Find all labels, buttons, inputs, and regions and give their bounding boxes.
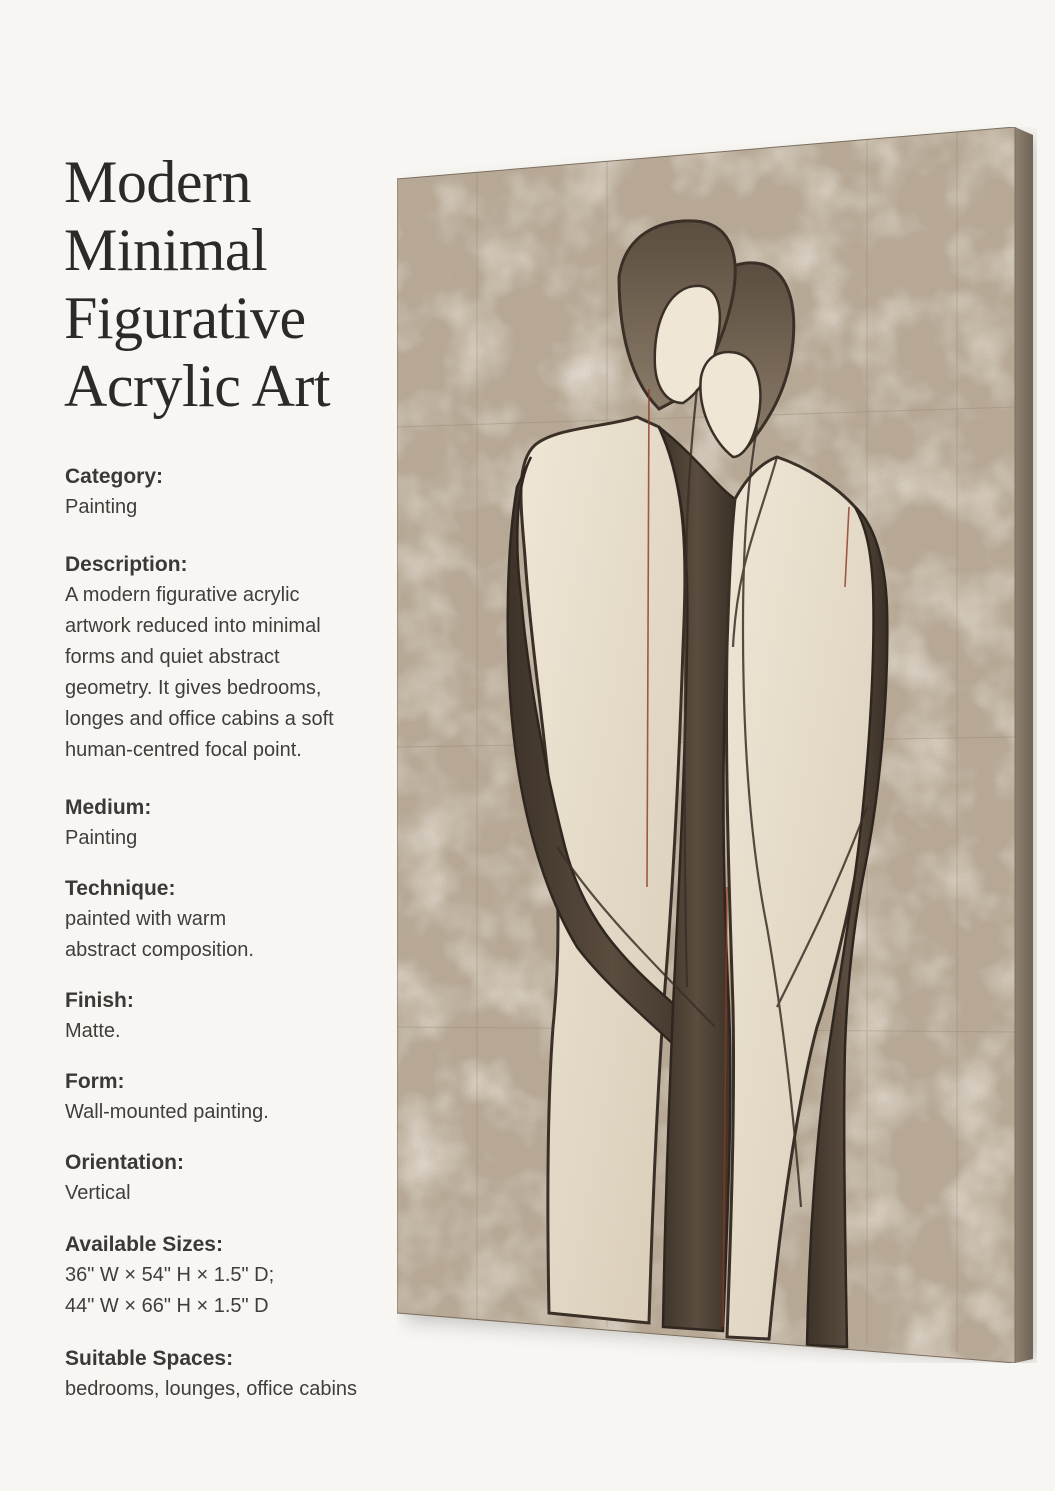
spec-category-value <box>65 492 385 523</box>
spec-form <box>65 1067 385 1128</box>
spec-value-line: 44" W × 66" H × 1.5" D <box>65 1295 269 1317</box>
spec-technique-value <box>65 904 385 966</box>
spec-description-label: Description: <box>65 553 188 576</box>
spec-value-line: geometry. It gives bedrooms, <box>65 677 322 699</box>
spec-available-sizes-value <box>65 1260 385 1322</box>
spec-description-value <box>65 580 385 766</box>
spec-value-line: A modern figurative acrylic <box>65 584 300 606</box>
canvas-side-edge <box>1015 127 1033 1363</box>
spec-value-line: 36" W × 54" H × 1.5" D; <box>65 1264 275 1286</box>
spec-finish-value <box>65 1016 385 1047</box>
product-title <box>64 148 384 420</box>
spec-orientation <box>65 1148 385 1209</box>
title-line-1: Modern <box>64 149 251 215</box>
spec-value-line: bedrooms, lounges, office cabins <box>65 1378 358 1400</box>
spec-category <box>65 462 385 523</box>
spec-category-label: Category: <box>65 465 164 488</box>
artwork-canvas-image <box>397 127 1037 1363</box>
spec-value-line: artwork reduced into minimal <box>65 615 321 637</box>
spec-value-line: forms and quiet abstract <box>65 646 280 668</box>
spec-value-line: Vertical <box>65 1182 131 1204</box>
spec-value-line: Wall-mounted painting. <box>65 1101 269 1123</box>
spec-suitable-spaces-value <box>65 1374 385 1405</box>
spec-orientation-label: Orientation: <box>65 1151 184 1174</box>
spec-finish-label: Finish: <box>65 989 134 1012</box>
spec-value-line: longes and office cabins a soft <box>65 708 334 730</box>
spec-value-line: Painting <box>65 496 138 518</box>
title-line-3: Figurative <box>64 285 306 351</box>
spec-value-line: human-centred focal point. <box>65 739 302 761</box>
spec-value-line: abstract composition. <box>65 939 254 961</box>
spec-description <box>65 550 385 766</box>
spec-form-label: Form: <box>65 1070 125 1093</box>
spec-technique-label: Technique: <box>65 877 176 900</box>
spec-medium-label: Medium: <box>65 796 152 819</box>
spec-orientation-value <box>65 1178 385 1209</box>
spec-technique <box>65 874 385 966</box>
spec-medium-value <box>65 823 385 854</box>
spec-available-sizes <box>65 1230 385 1322</box>
spec-finish <box>65 986 385 1047</box>
spec-suitable-spaces-label: Suitable Spaces: <box>65 1347 234 1370</box>
artwork-painting <box>397 127 1037 1363</box>
spec-suitable-spaces <box>65 1344 385 1405</box>
title-line-2: Minimal <box>64 217 268 283</box>
spec-value-line: Painting <box>65 827 138 849</box>
title-line-4: Acrylic Art <box>64 353 331 419</box>
spec-value-line: Matte. <box>65 1020 121 1042</box>
spec-medium <box>65 793 385 854</box>
spec-available-sizes-label: Available Sizes: <box>65 1233 223 1256</box>
spec-value-line: painted with warm <box>65 908 227 930</box>
spec-form-value <box>65 1097 385 1128</box>
